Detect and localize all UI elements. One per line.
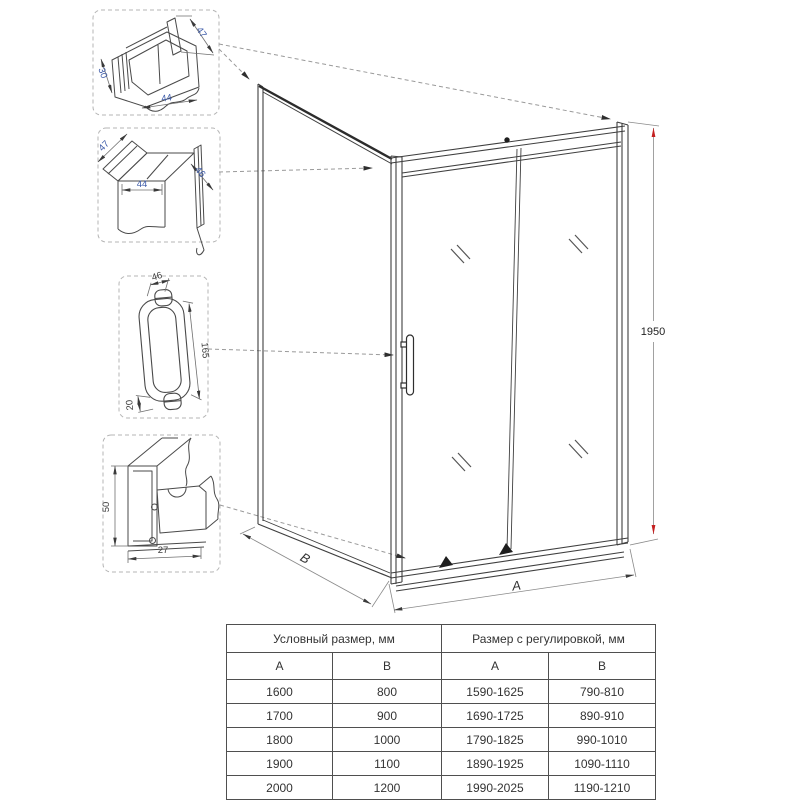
dim-46: 46 [150, 269, 164, 284]
table-row [227, 776, 656, 800]
subheader-a1: A [227, 653, 333, 680]
door-panel-divider [507, 148, 521, 550]
detail-dim-lines [111, 466, 201, 563]
top-rail [391, 126, 625, 177]
cell: 1900 [227, 752, 333, 776]
cell: 1800 [227, 728, 333, 752]
profile-sketch [128, 438, 219, 551]
cell: 1890-1925 [442, 752, 549, 776]
cell: 1700 [227, 704, 333, 728]
cell: 1590-1625 [442, 680, 549, 704]
roller-markers [439, 137, 513, 568]
dim-47: 47 [96, 138, 112, 154]
dim-50: 50 [101, 501, 112, 513]
bottom-rail [391, 538, 628, 594]
left-post [391, 156, 402, 584]
glass-hatch-marks [451, 235, 588, 471]
table-row [227, 752, 656, 776]
side-glass-panel [258, 84, 392, 578]
dim-44: 44 [160, 92, 173, 105]
profile-sketch [103, 141, 204, 255]
dim-47: 47 [193, 25, 209, 41]
detail-wall-profile [97, 128, 220, 255]
cell: 1790-1825 [442, 728, 549, 752]
cell: 890-910 [549, 704, 656, 728]
cell: 990-1010 [549, 728, 656, 752]
handle-sketch [113, 266, 215, 413]
profile-sketch [112, 18, 199, 111]
table-header-groups [227, 625, 656, 653]
dim-46: 46 [192, 164, 208, 180]
header-nominal-size: Условный размер, мм [227, 625, 442, 653]
table-row [227, 728, 656, 752]
subheader-b2: B [549, 653, 656, 680]
table-row [227, 704, 656, 728]
right-post [617, 122, 628, 545]
cell: 1090-1110 [549, 752, 656, 776]
detail-bottom-rail-profile [101, 435, 220, 572]
dim-165: 165 [198, 341, 211, 359]
leader-lines [208, 44, 610, 558]
cell: 1690-1725 [442, 704, 549, 728]
cell: 1990-2025 [442, 776, 549, 800]
cell: 800 [333, 680, 442, 704]
subheader-b1: B [333, 653, 442, 680]
table-row [227, 680, 656, 704]
main-enclosure-view [258, 84, 628, 594]
cell: 1000 [333, 728, 442, 752]
depth-dim-lines [240, 527, 389, 607]
dim-depth-b: B [297, 549, 313, 567]
detail-top-rail-profile [93, 10, 219, 115]
dim-20: 20 [124, 399, 137, 411]
door-frame [391, 122, 628, 594]
cell: 1600 [227, 680, 333, 704]
cell: 1190-1210 [549, 776, 656, 800]
door-handle [401, 335, 414, 395]
cell: 790-810 [549, 680, 656, 704]
header-adjustable-size: Размер с регулировкой, мм [442, 625, 656, 653]
detail-door-handle [113, 266, 215, 418]
dim-width-a: A [510, 577, 522, 594]
dim-27: 27 [157, 545, 169, 556]
size-table [226, 624, 656, 800]
dim-height-1950: 1950 [640, 326, 666, 338]
main-dimensions [240, 122, 665, 613]
dim-30: 30 [95, 66, 110, 80]
table-sub-headers [227, 653, 656, 680]
cell: 900 [333, 704, 442, 728]
cell: 2000 [227, 776, 333, 800]
dim-44: 44 [136, 179, 148, 190]
subheader-a2: A [442, 653, 549, 680]
cell: 1200 [333, 776, 442, 800]
cell: 1100 [333, 752, 442, 776]
